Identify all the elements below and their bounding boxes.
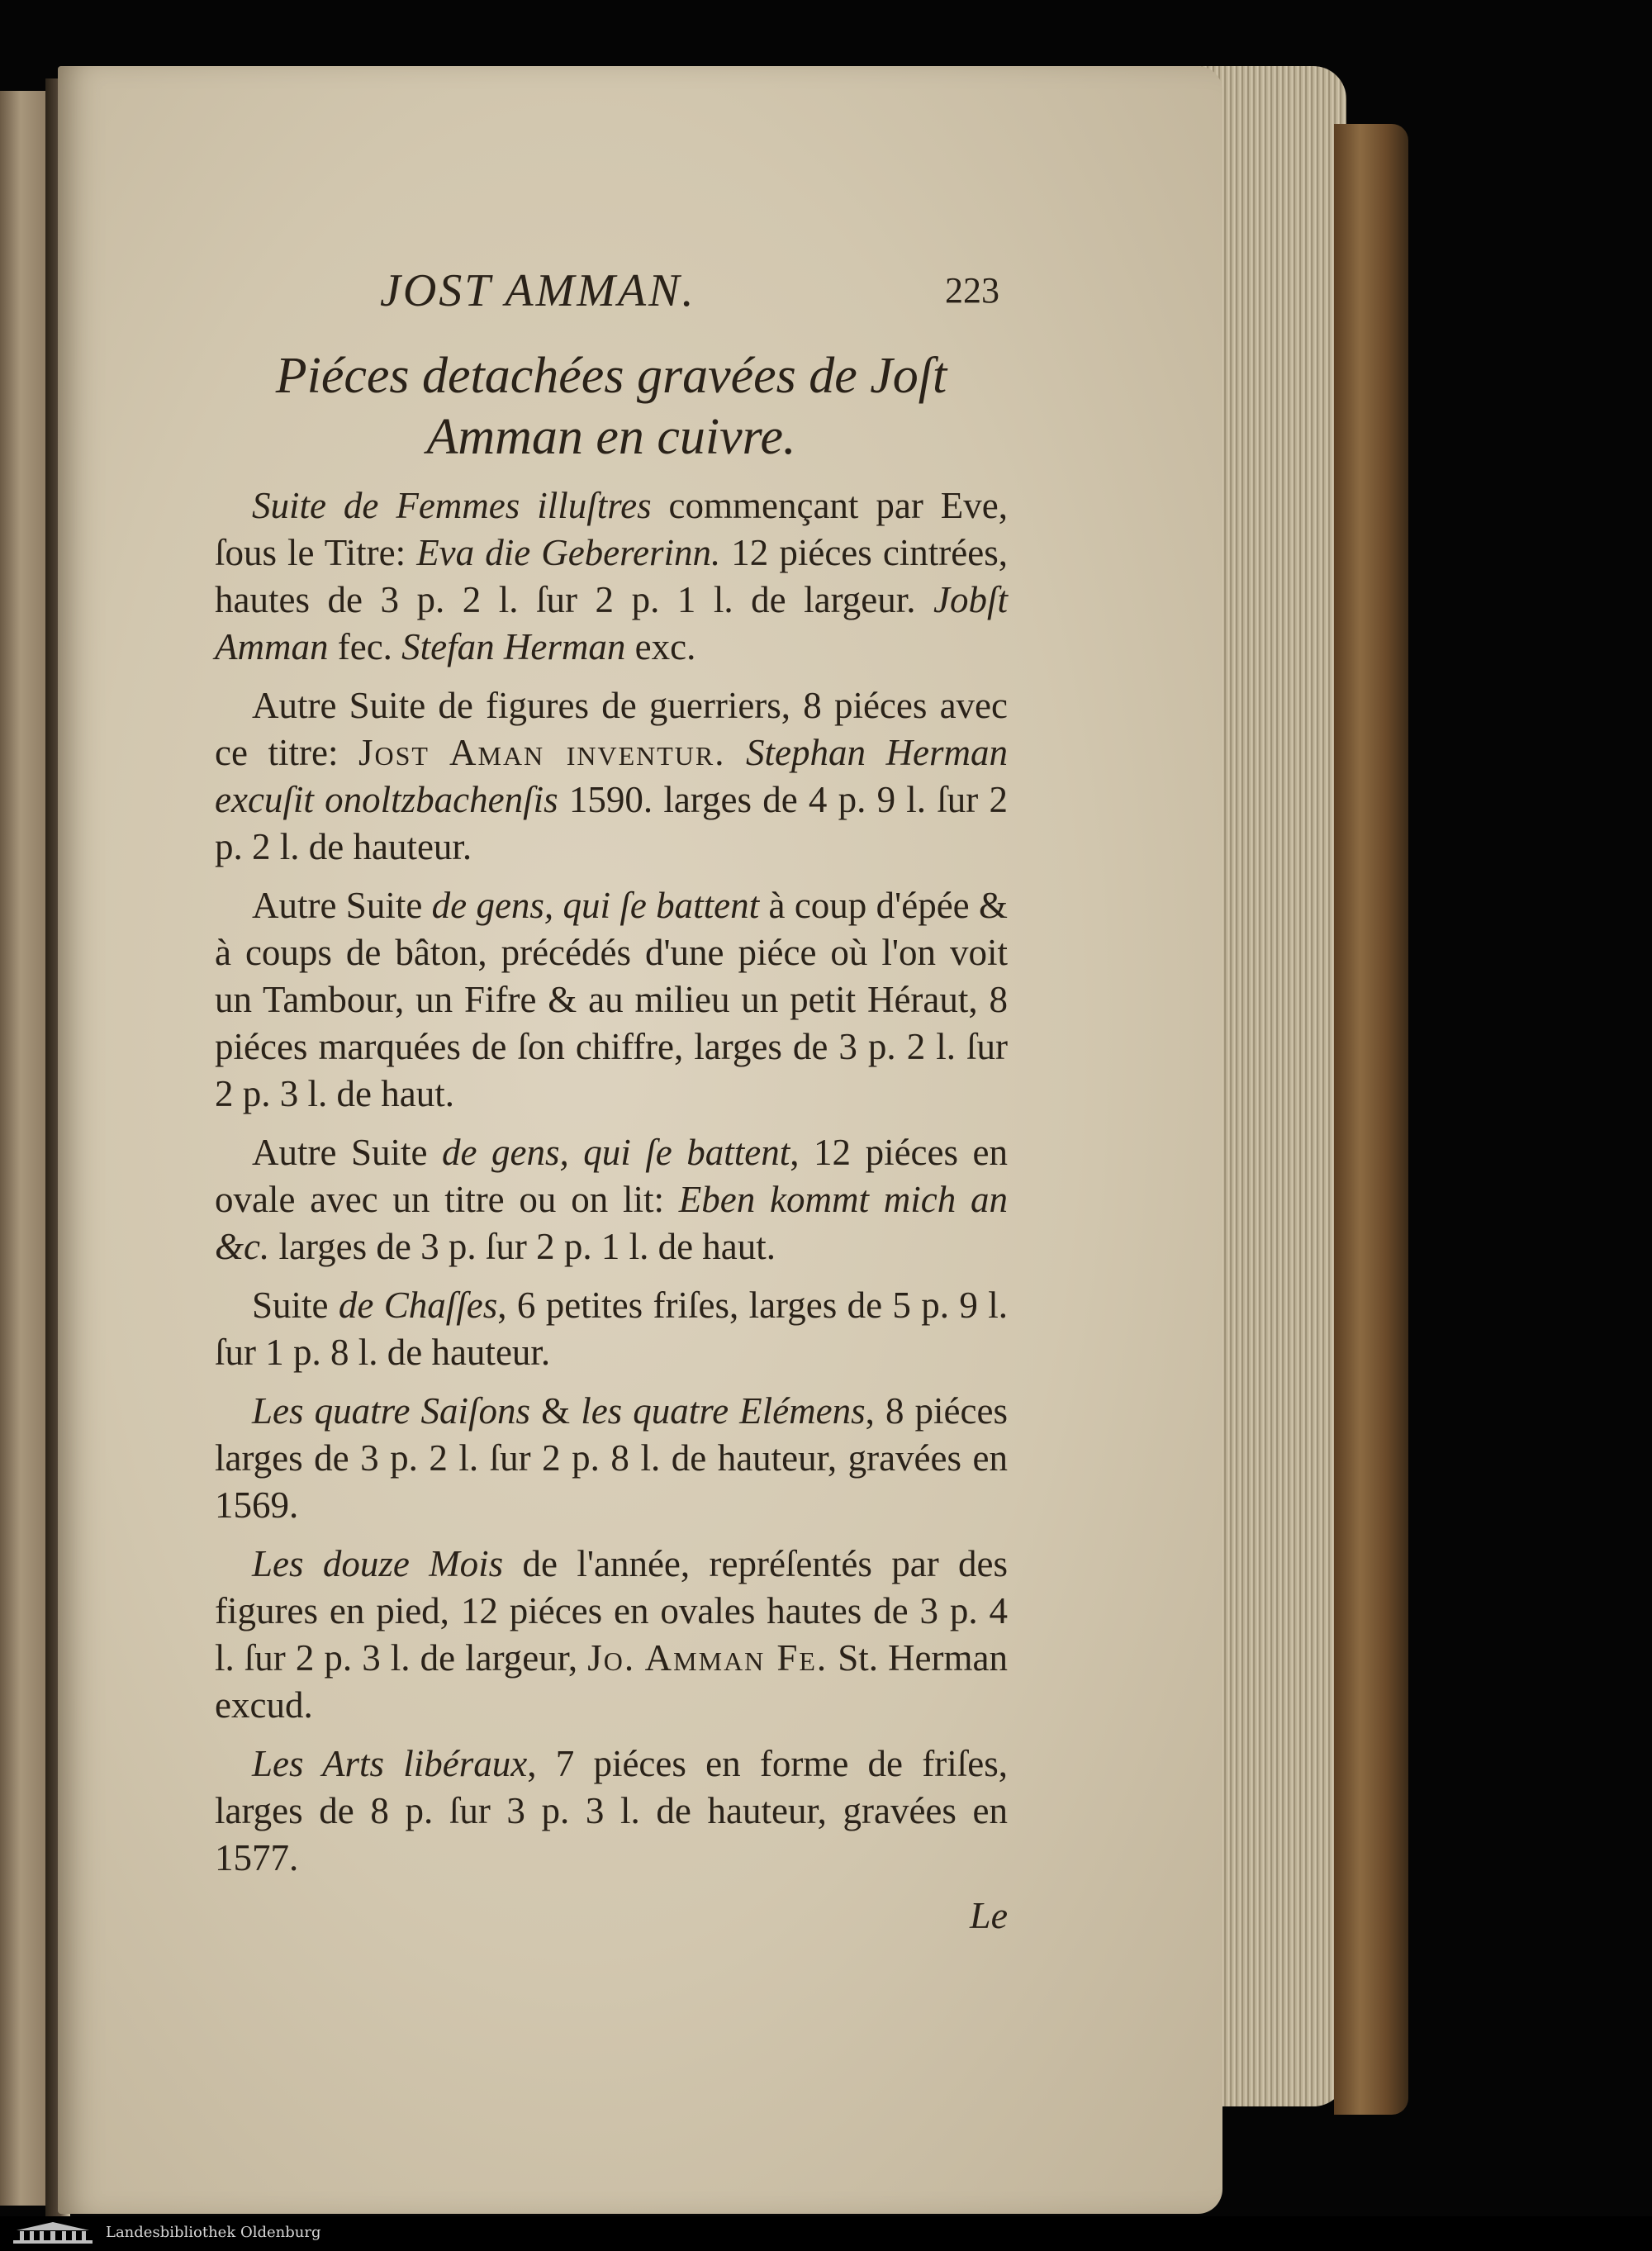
left-page-edge (0, 91, 51, 2206)
entry-text: , 12 piéces en ovale avec un titre ou on lit: (215, 1132, 1009, 1220)
entry-text: larges de 3 p. ſur 2 p. 1 l. de haut. (269, 1226, 776, 1267)
entry-chasses (215, 1282, 1008, 1376)
entry-text: Autre Suite (252, 885, 432, 926)
entry-italic: de Chaſſes (338, 1285, 498, 1326)
entry-text: Suite (252, 1285, 339, 1326)
running-head-title: JOST AMMAN. (380, 265, 696, 316)
library-building-icon (12, 2220, 94, 2245)
catchword: Le (970, 1894, 1008, 1936)
entry-text: fec. (328, 626, 402, 667)
entry-italic: Stefan Herman (401, 626, 626, 667)
entry-italic: Suite de Femmes illuſtres (252, 485, 652, 526)
entry-text: , 8 piéces larges de 3 p. 2 l. ſur 2 p. 8 l. de hauteur, gravées en 1569. (215, 1390, 1008, 1526)
library-name: Landesbibliothek Oldenburg (106, 2224, 321, 2241)
entry-italic: Eben kommt mich an &c. (215, 1179, 1009, 1267)
entry-text: commençant par Eve, ſous le Titre: (215, 485, 1008, 573)
entry-italic: Les douze Mois (252, 1543, 504, 1584)
entry-text: & (530, 1390, 582, 1432)
entry-italic: Eva die Gebererinn. (416, 532, 721, 573)
entry-small-caps: Jo. Amman Fe. (587, 1637, 828, 1679)
entry-text: 1590. larges de 4 p. 9 l. ſur 2 p. 2 l. de hauteur. (215, 779, 1008, 867)
leather-cover-edge (1334, 124, 1408, 2115)
entry-italic: Jobſt Amman (215, 579, 1008, 667)
entry-italic: Les quatre Saiſons (252, 1390, 531, 1432)
entry-saisons-elemens (215, 1388, 1008, 1529)
running-head (215, 264, 1008, 330)
entry-text: Autre Suite (252, 1132, 443, 1173)
entry-italic: les quatre Elémens (581, 1390, 866, 1432)
entry-text: exc. (625, 626, 696, 667)
entry-italic: Les Arts libéraux (252, 1743, 528, 1784)
entry-femmes-illustres (215, 482, 1008, 671)
entry-italic: de gens, qui ſe battent (442, 1132, 790, 1173)
section-title-line-1: Piéces detachées gravées de Joſt (275, 348, 947, 404)
entry-text: , 6 petites friſes, larges de 5 p. 9 l. ſur 1 p. 8 l. de hauteur. (215, 1285, 1008, 1373)
page-number: 223 (945, 270, 999, 311)
entry-text (725, 732, 746, 773)
entry-text: de l'année, repréſentés par des figures en pied, 12 piéces en ovales hautes de 3 p. 4 l. ſur 2 p. 3 l. de largeur, (215, 1543, 1009, 1679)
entry-text: à coup d'épée & à coups de bâton, précédés d'une piéce où l'on voit un Tambour, un Fifre & au milieu un petit Héraut, 8 piéces marquées de ſon chiffre, larges de 3 p. 2 l. ſur 2 p. 3 l. de haut. (215, 885, 1008, 1114)
entry-guerriers (215, 682, 1008, 871)
section-title (215, 345, 1008, 468)
entry-small-caps: Jost Aman inventur. (358, 732, 726, 773)
entry-text: , 7 piéces en forme de friſes, larges de 8 p. ſur 3 p. 3 l. de hauteur, gravées en 1577. (215, 1743, 1008, 1878)
page-text-block (215, 264, 1008, 1937)
entry-gens-qui-se-battent-1 (215, 882, 1008, 1118)
entry-text: St. Herman excud. (215, 1637, 1008, 1726)
entry-douze-mois (215, 1541, 1008, 1729)
entry-text: Autre Suite de figures de guerriers, 8 piéces avec ce titre: (215, 685, 1008, 773)
entry-text: 12 piéces cintrées, hautes de 3 p. 2 l. ſur 2 p. 1 l. de largeur. (215, 532, 1008, 620)
entry-gens-qui-se-battent-2 (215, 1129, 1008, 1270)
entry-italic: Stephan Herman excuſit onoltzbachenſis (215, 732, 1009, 820)
entry-italic: de gens, qui ſe battent (431, 885, 760, 926)
entry-arts-liberaux (215, 1740, 1008, 1882)
section-title-line-2: Amman en cuivre. (426, 409, 796, 465)
